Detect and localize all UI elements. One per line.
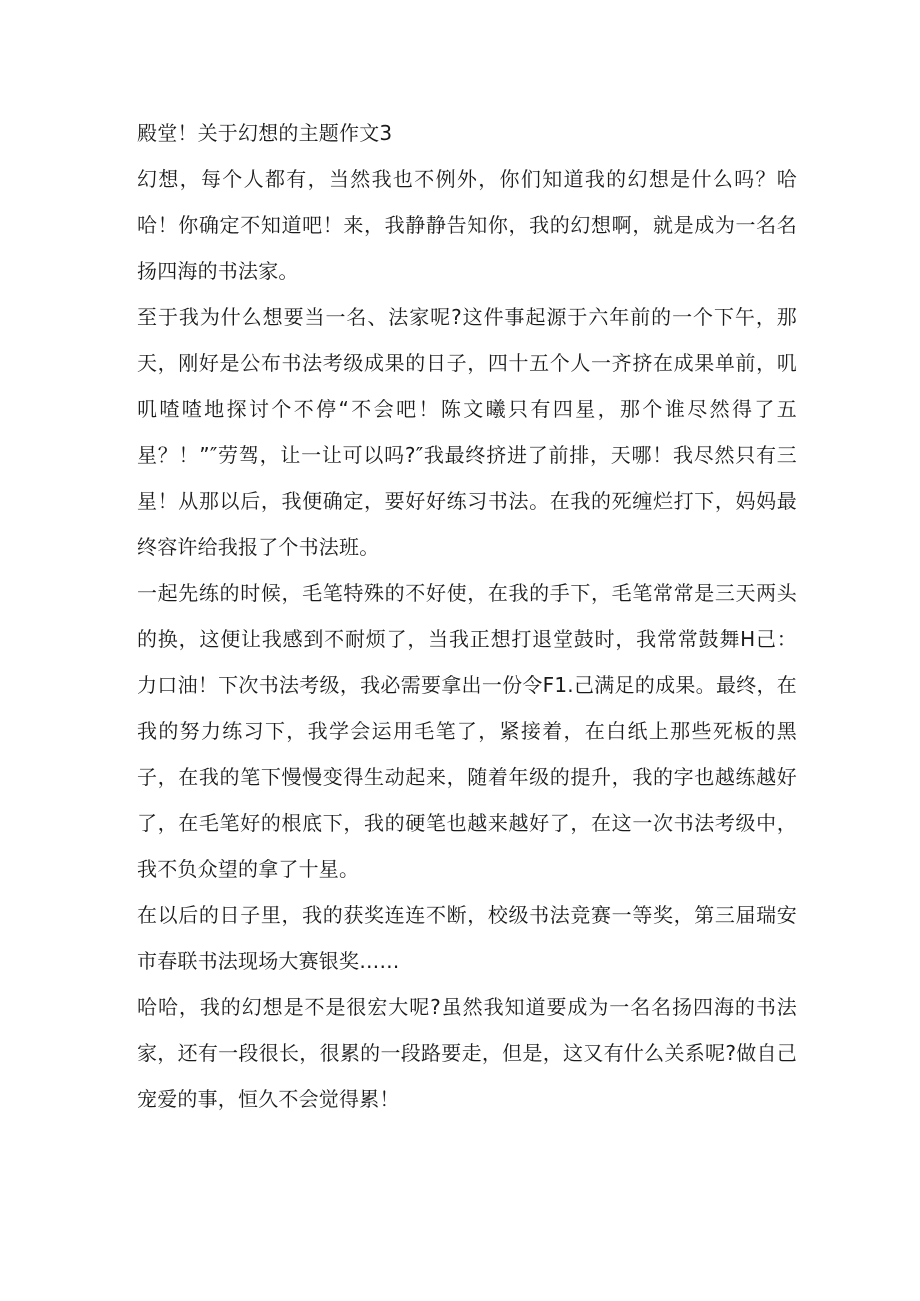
paragraph-2: 至于我为什么想要当一名、法家呢?这件事起源于六年前的一个下午，那天，刚好是公布书法考级成果的日子，四十五个人一齐挤在成果单前，叽叽喳喳地探讨个不停“不会吧！陈文曦只有四星，那个谁尽然得了五星？！”″劳驾，让一让可以吗?″我最终挤进了前排，天哪！我尽然只有三星！从那以后，我便确定，要好好练习书法。在我的死缠烂打下，妈妈最终容许给我报了个书法班。 bbox=[137, 305, 797, 559]
essay-title: 殿堂！关于幻想的主题作文3 bbox=[137, 121, 393, 145]
paragraph-4: 在以后的日子里，我的获奖连连不断，校级书法竞赛一等奖，第三届瑞安市春联书法现场大赛银奖…… bbox=[137, 903, 797, 973]
paragraph-3: 一起先练的时候，毛笔特殊的不好使，在我的手下，毛笔常常是三天两头的换，这便让我感到不耐烦了，当我正想打退堂鼓时，我常常鼓舞H己：力口油！下次书法考级，我必需要拿出一份令F1.己满足的成果。最终，在我的努力练习下，我学会运用毛笔了，紧接着，在白纸上那些死板的黑子，在我的笔下慢慢变得生动起来，随着年级的提升，我的字也越练越好了，在毛笔好的根底下，我的硬笔也越来越好了，在这一次书法考级中，我不负众望的拿了十星。 bbox=[137, 581, 797, 881]
essay-body bbox=[137, 110, 797, 1122]
paragraph-5: 哈哈，我的幻想是不是很宏大呢?虽然我知道要成为一名名扬四海的书法家，还有一段很长，很累的一段路要走，但是，这又有什么关系呢?做自己宠爱的事，恒久不会觉得累！ bbox=[137, 995, 797, 1111]
paragraph-1: 幻想，每个人都有，当然我也不例外，你们知道我的幻想是什么吗？哈哈！你确定不知道吧！来，我静静告知你，我的幻想啊，就是成为一名名扬四海的书法家。 bbox=[137, 167, 797, 283]
